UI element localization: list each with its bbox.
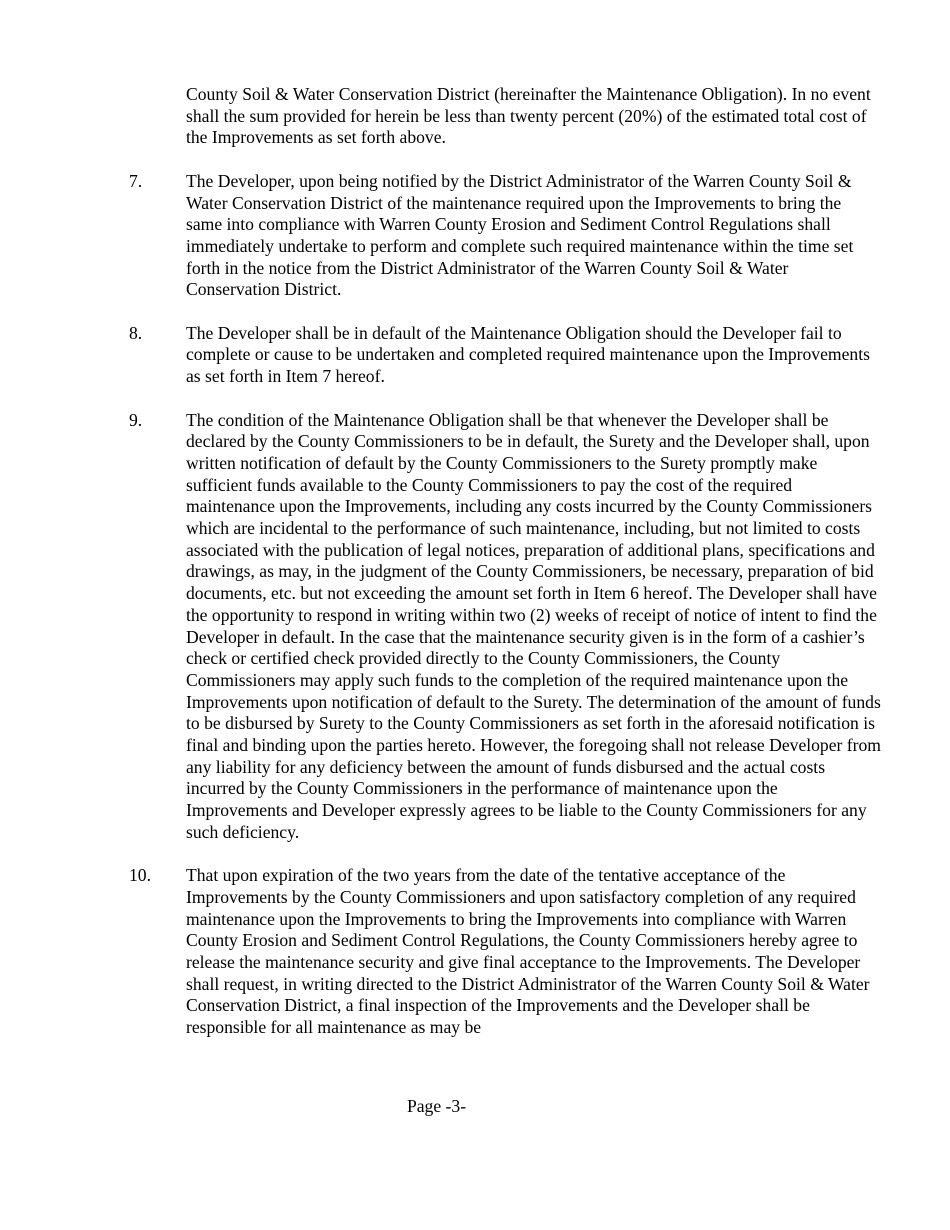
continuation-paragraph: County Soil & Water Conservation District (hereinafter the Maintenance Obligation). In no event shall the sum provided for herein be less than twenty percent (20%) of the estimated total cost of the Improvements as set forth above. <box>186 84 871 148</box>
list-item-10 <box>129 865 881 1039</box>
page-number-footer: Page -3- <box>406 1096 467 1116</box>
item-number: 9. <box>129 409 143 430</box>
list-item-9 <box>129 410 881 844</box>
item-number: 7. <box>129 170 143 191</box>
item-text: The condition of the Maintenance Obligation shall be that whenever the Developer shall be declared by the County Commissioners to be in default, the Surety and the Developer shall, upon written notification of default by the County Commissioners to the Surety promptly make sufficient funds available to the County Commissioners to pay the cost of the required maintenance upon the Improvements, including any costs incurred by the County Commissioners which are incidental to the performance of such maintenance, including, but not limited to costs associated with the publication of legal notices, preparation of additional plans, specifications and drawings, as may, in the judgment of the County Commissioners, be necessary, preparation of bid documents, etc. but not exceeding the amount set forth in Item 6 hereof. The Developer shall have the opportunity to respond in writing within two (2) weeks of receipt of notice of intent to find the Developer in default. In the case that the maintenance security given is in the form of a cashier’s check or certified check provided directly to the County Commissioners, the County Commissioners may apply such funds to the completion of the required maintenance upon the Improvements upon notification of default to the Surety. The determination of the amount of funds to be disbursed by Surety to the County Commissioners as set forth in the aforesaid notification is final and binding upon the parties hereto. However, the foregoing shall not release Developer from any liability for any deficiency between the amount of funds disbursed and the actual costs incurred by the County Commissioners in the performance of maintenance upon the Improvements and Developer expressly agrees to be liable to the County Commissioners for any such deficiency. <box>186 409 881 842</box>
item-number: 10. <box>129 865 151 886</box>
list-item-7 <box>129 171 881 301</box>
item-text: The Developer shall be in default of the Maintenance Obligation should the Developer fail to complete or cause to be undertaken and completed required maintenance upon the Improvements as set forth in Item 7 hereof. <box>186 322 870 387</box>
document-body <box>129 84 881 1061</box>
item-text: That upon expiration of the two years from the date of the tentative acceptance of the Improvements by the County Commissioners and upon satisfactory completion of any required maintenance upon the Improvements to bring the Improvements into compliance with Warren County Erosion and Sediment Control Regulations, the County Commissioners hereby agree to release the maintenance security and give final acceptance to the Improvements. The Developer shall request, in writing directed to the District Administrator of the Warren County Soil & Water Conservation District, a final inspection of the Improvements and the Developer shall be responsible for all maintenance as may be <box>186 865 870 1038</box>
list-item-8 <box>129 323 881 388</box>
item-number: 8. <box>129 322 143 343</box>
item-text: The Developer, upon being notified by the District Administrator of the Warren County Soil & Water Conservation District of the maintenance required upon the Improvements to bring the same into compliance with Warren County Erosion and Sediment Control Regulations shall immediately undertake to perform and complete such required maintenance within the time set forth in the notice from the District Administrator of the Warren County Soil & Water Conservation District. <box>186 170 854 300</box>
